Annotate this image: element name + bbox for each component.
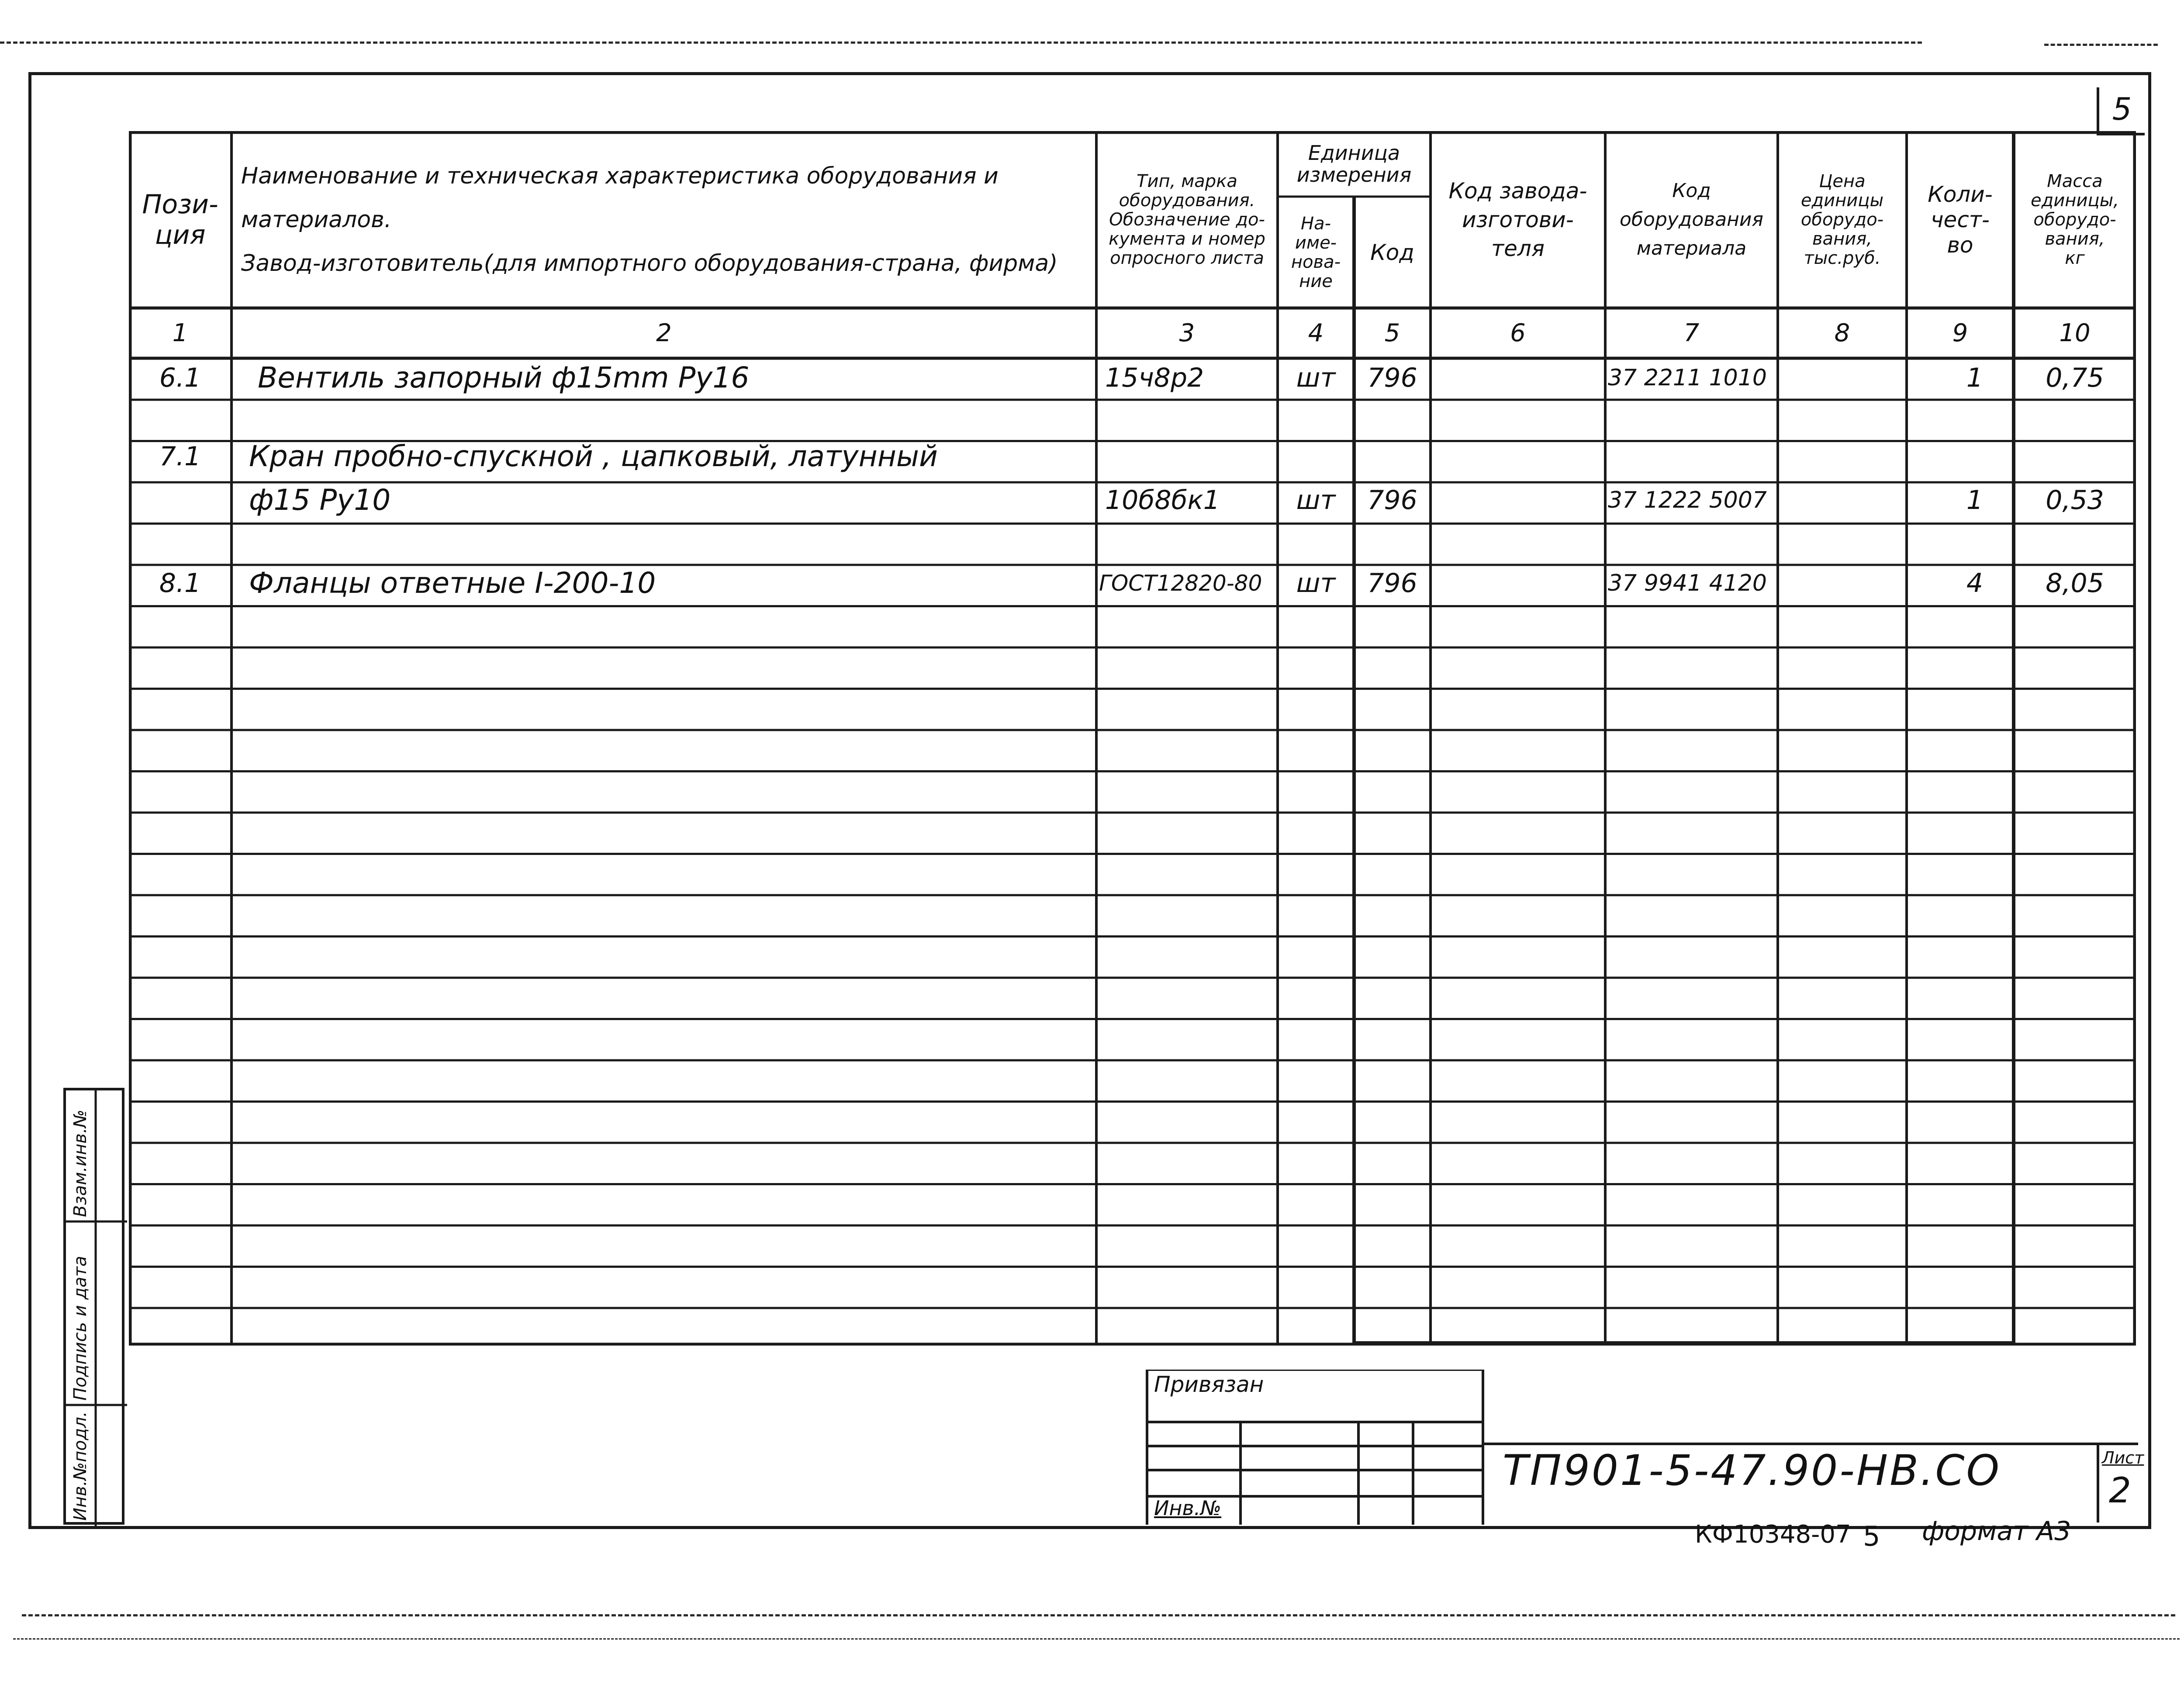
row-4-mass: 0,53 xyxy=(2046,485,2104,516)
page-number: 5 xyxy=(1863,1520,1880,1552)
row-1-type: 15ч8р2 xyxy=(1105,363,1204,393)
header-equipment-code: Код оборудования материала xyxy=(1619,179,1763,260)
scan-edge-bottom xyxy=(22,1614,2175,1616)
scan-edge-top xyxy=(0,42,1922,44)
side-label-inv-original: Инв.№подл. xyxy=(70,1411,90,1521)
row-6-type: ГОСТ12820-80 xyxy=(1099,571,1262,596)
row-4-type: 10б8бк1 xyxy=(1105,485,1220,516)
document-code: ТП901-5-47.90-НВ.СО xyxy=(1503,1446,2001,1495)
column-number-4: 4 xyxy=(1308,319,1324,347)
format-label: формат А3 xyxy=(1922,1516,2071,1547)
row-6-equipment-code: 37 9941 4120 xyxy=(1608,570,1767,596)
side-label-signature-date: Подпись и дата xyxy=(70,1256,90,1401)
specification-table xyxy=(129,131,2136,1346)
column-number-9: 9 xyxy=(1952,319,1968,347)
archive-code: КФ10348-07 xyxy=(1695,1520,1851,1549)
row-3-position: 7.1 xyxy=(159,441,201,472)
row-4-code: 796 xyxy=(1367,485,1417,516)
row-3-name: Кран пробно-спускной , цапковый, латунный xyxy=(249,439,938,473)
header-unit-group: Единица измерения xyxy=(1296,141,1412,187)
row-6-unit: шт xyxy=(1296,568,1336,599)
row-6-quantity: 4 xyxy=(1966,568,1983,599)
sheet-box xyxy=(2097,1444,2144,1522)
bound-label: Привязан xyxy=(1154,1372,1264,1397)
inv-label: Инв.№ xyxy=(1154,1496,1222,1520)
row-4-quantity: 1 xyxy=(1966,485,1983,516)
header-position: Пози- ция xyxy=(142,189,218,250)
row-1-equipment-code: 37 2211 1010 xyxy=(1608,365,1767,391)
scan-edge-bottom-2 xyxy=(13,1638,2180,1640)
column-number-2: 2 xyxy=(656,319,672,347)
column-number-8: 8 xyxy=(1834,319,1850,347)
column-number-3: 3 xyxy=(1179,319,1195,347)
side-label-replaced-inv: Взам.инв.№ xyxy=(70,1109,90,1217)
row-6-position: 8.1 xyxy=(159,568,201,599)
column-number-10: 10 xyxy=(2059,319,2091,347)
row-1-position: 6.1 xyxy=(159,363,201,393)
header-name: Наименование и техническая характеристика оборудования и материалов. Завод-изготовитель(для импортного оборудования-страна, фирма) xyxy=(241,163,1058,277)
header-quantity: Коли- чест- во xyxy=(1928,181,1993,258)
row-1-code: 796 xyxy=(1367,363,1417,393)
row-4-unit: шт xyxy=(1296,485,1336,516)
row-1-unit: шт xyxy=(1296,363,1336,393)
column-number-5: 5 xyxy=(1384,319,1400,347)
header-unit-name: На- име- нова- ние xyxy=(1291,213,1341,291)
header-unit-price: Цена единицы оборудо- вания, тыс.руб. xyxy=(1800,171,1884,268)
row-4-equipment-code: 37 1222 5007 xyxy=(1608,487,1767,513)
column-number-6: 6 xyxy=(1510,319,1526,347)
header-plant-code: Код завода- изготови- теля xyxy=(1448,178,1587,261)
list-number: 2 xyxy=(2109,1470,2131,1511)
header-type: Тип, марка оборудования. Обозначение до- кумента и номер опросного листа xyxy=(1109,171,1265,268)
column-number-7: 7 xyxy=(1683,319,1700,347)
header-unit-code: Код xyxy=(1370,239,1414,265)
scan-edge-top-right xyxy=(2044,44,2158,46)
row-6-mass: 8,05 xyxy=(2046,568,2104,599)
column-number-1: 1 xyxy=(172,319,188,347)
row-6-code: 796 xyxy=(1367,568,1417,599)
sheet-number: 5 xyxy=(2097,87,2145,135)
side-stamp xyxy=(63,1088,124,1525)
list-label: Лист xyxy=(2102,1448,2144,1467)
header-unit-mass: Масса единицы, оборудо- вания, кг xyxy=(2031,171,2119,268)
row-1-mass: 0,75 xyxy=(2046,363,2104,393)
row-1-name: Вентиль запорный ф15mm Ру16 xyxy=(258,361,750,394)
row-6-name: Фланцы ответные I-200-10 xyxy=(249,566,656,600)
row-1-quantity: 1 xyxy=(1966,363,1983,393)
row-4-name: ф15 Ру10 xyxy=(249,483,391,517)
